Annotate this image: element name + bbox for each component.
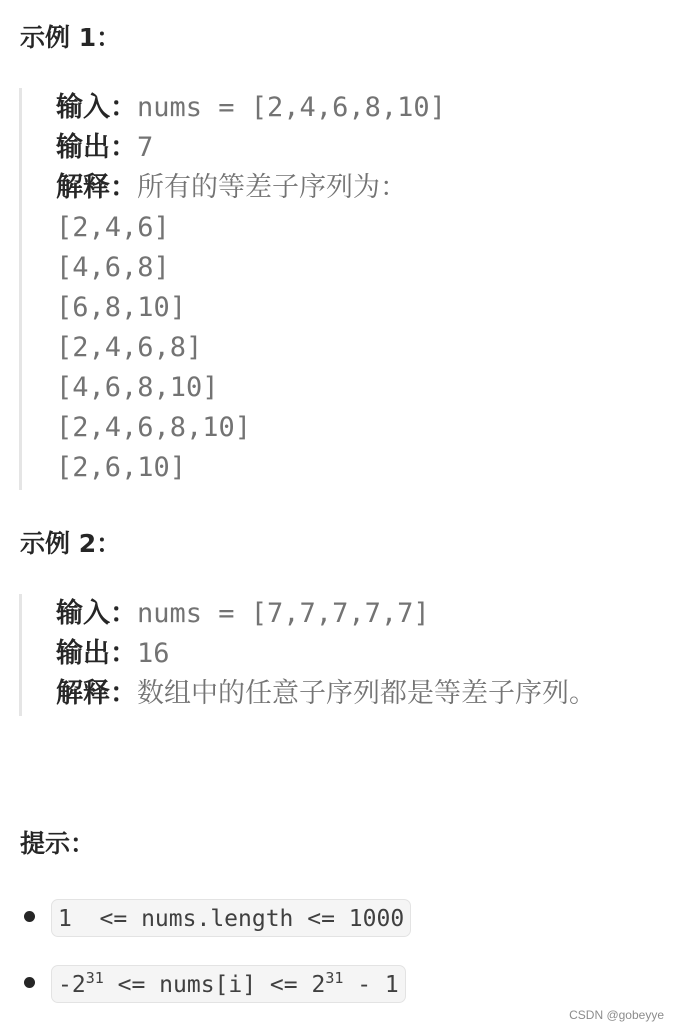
explain-text: 所有的等差子序列为： (137, 172, 407, 203)
explain-text: 数组中的任意子序列都是等差子序列。 (137, 678, 596, 709)
example-1-input-line (56, 88, 446, 128)
output-label: 输出： (56, 132, 137, 163)
example-2-output-line (56, 634, 170, 674)
sequence-line: [4,6,8] (56, 252, 170, 283)
output-value: 16 (137, 638, 170, 669)
constraint-2-middle: <= nums[i] <= 2 (103, 972, 326, 998)
sequence-line: [2,6,10] (56, 452, 187, 483)
explain-label: 解释： (56, 172, 137, 203)
constraint-2-suffix: - 1 (343, 972, 399, 998)
sequence-line: [2,4,6,8,10] (56, 412, 252, 443)
constraint-1-code: 1 <= nums.length <= 1000 (51, 899, 411, 937)
hints-heading: 提示： (20, 829, 96, 858)
watermark: CSDN @gobeyye (569, 1008, 664, 1022)
sequence-line: [2,4,6,8] (56, 332, 203, 363)
explain-label: 解释： (56, 678, 137, 709)
bullet-dot (24, 911, 35, 922)
constraint-2-prefix: -2 (58, 972, 86, 998)
input-label: 输入： (56, 598, 137, 629)
example-2-block (19, 594, 622, 716)
bullet-dot (24, 977, 35, 988)
output-label: 输出： (56, 638, 137, 669)
example-2-heading: 示例 2： (20, 529, 122, 558)
example-1-output-line (56, 128, 153, 168)
example-1-explain-line (56, 168, 407, 208)
sequence-line: [6,8,10] (56, 292, 187, 323)
constraint-2-exp1: 31 (85, 969, 104, 987)
input-label: 输入： (56, 92, 137, 123)
example-1-heading: 示例 1： (20, 23, 122, 52)
input-value: nums = [7,7,7,7,7] (137, 598, 430, 629)
constraint-2-exp2: 31 (325, 969, 344, 987)
input-value: nums = [2,4,6,8,10] (137, 92, 446, 123)
output-value: 7 (137, 132, 154, 163)
example-2-input-line (56, 594, 430, 634)
example-1-block (19, 88, 622, 490)
example-2-explain-line (56, 674, 596, 714)
sequence-line: [4,6,8,10] (56, 372, 219, 403)
sequence-line: [2,4,6] (56, 212, 170, 243)
constraint-2-code (51, 965, 406, 1003)
